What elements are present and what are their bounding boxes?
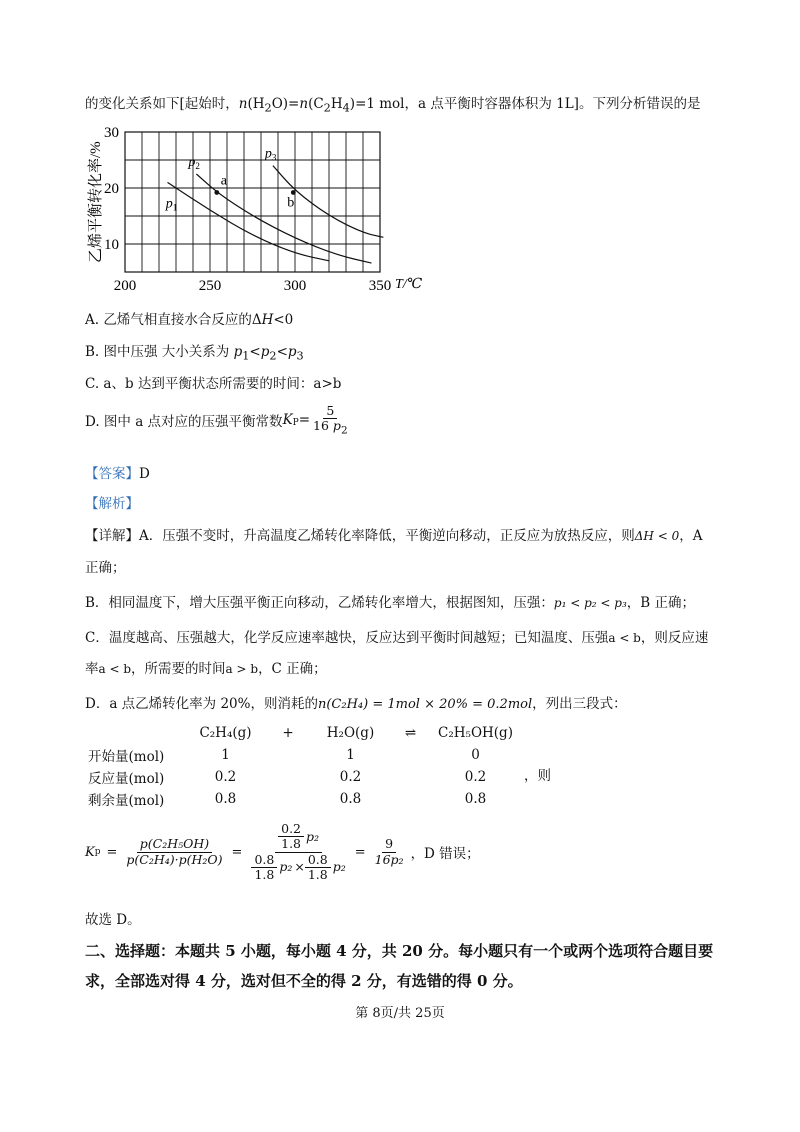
- chart-frame: [125, 132, 380, 272]
- series-p1-line: [168, 182, 330, 260]
- y-tick-label: 30: [104, 125, 119, 141]
- point-b: [291, 190, 296, 195]
- answer-label: 【答案】: [85, 466, 139, 482]
- option-d-fraction: [310, 404, 351, 437]
- ice-row-label: 剩余量(mol): [88, 793, 165, 809]
- n-symbol: n: [238, 96, 248, 112]
- x-tick-label: 200: [113, 278, 137, 294]
- kp-top-frac: [278, 822, 304, 852]
- ice-cell: 1: [221, 747, 230, 763]
- h2o-end: O)=: [271, 96, 300, 112]
- x-tick-label: 250: [198, 278, 222, 294]
- kp-eq2: =: [231, 844, 243, 860]
- section-line1: 二、选择题：本题共 5 小题，每小题 4 分，共 20 分。每小题只有一个或两个选项符合题目要: [85, 942, 714, 960]
- kp-equation: [85, 822, 480, 883]
- kp-k: K: [85, 844, 95, 860]
- kp-frac-result: [372, 837, 407, 867]
- option-b-lt1: <: [249, 344, 261, 360]
- ice-header-row: [88, 722, 523, 744]
- kp-ksub: p: [94, 847, 101, 858]
- answer-value: D: [139, 466, 150, 482]
- option-d-text: D. 图中 a 点对应的压强平衡常数: [85, 414, 283, 431]
- c2h4-sub1: 2: [323, 101, 331, 115]
- series-p3-label: $p_3$: [264, 146, 277, 163]
- detail-a-math: ΔH < 0: [634, 529, 680, 543]
- kp-top-p: p₂: [306, 828, 320, 844]
- detail-b-math: p₁ < p₂ < p₃: [553, 596, 627, 610]
- kp-frac2: [248, 822, 348, 883]
- option-b-sub2: 2: [269, 349, 277, 363]
- detail-d-end: ，列出三段式：: [532, 696, 627, 712]
- page-footer: 第 8页/共 25页: [355, 1006, 445, 1021]
- conversion-chart: [70, 118, 450, 298]
- c2h4-text: (C: [308, 96, 324, 112]
- chart-curves: [165, 147, 384, 263]
- option-a-var: H: [261, 312, 274, 328]
- ice-cell: 0: [471, 747, 480, 763]
- kp-botr-frac: [305, 853, 331, 883]
- intro-prefix: 的变化关系如下[起始时，: [85, 96, 239, 112]
- detail-b-line: [85, 591, 695, 611]
- detail-a-line1: [85, 524, 702, 544]
- intro-end: )=1 mol，a 点平衡时容器体积为 1L]。下列分析错误的是: [349, 96, 701, 112]
- option-b-text: B. 图中压强 大小关系为: [85, 344, 234, 360]
- ice-reactant1: C₂H₄(g): [199, 725, 252, 741]
- detail-c2-math2: a > b: [225, 662, 259, 676]
- y-tick-label: 10: [104, 237, 119, 253]
- kp-top-num: 0.2: [278, 822, 304, 837]
- option-d-den-sub: 2: [340, 424, 348, 437]
- kp-tail: ，D 错误；: [410, 846, 480, 863]
- point-b-label: b: [287, 195, 295, 211]
- ice-reactant2: H₂O(g): [326, 725, 375, 741]
- answer-line: [85, 462, 150, 482]
- option-b-p3: p: [287, 344, 297, 360]
- option-b: [85, 340, 304, 363]
- option-b-lt2: <: [276, 344, 288, 360]
- ice-product: C₂H₅OH(g): [438, 725, 513, 741]
- option-d-eq: =: [298, 412, 311, 429]
- option-d-num: 5: [323, 404, 337, 419]
- kp-frac2-top: [275, 822, 322, 853]
- option-d-den-num: 16: [313, 418, 329, 434]
- intro-line: [85, 92, 700, 115]
- chart-ticks: [104, 125, 391, 294]
- point-a: [214, 190, 219, 195]
- table-row: [88, 788, 523, 810]
- detail-d-text: D．a 点乙烯转化率为 20%，则消耗的: [85, 696, 318, 712]
- option-d-k: K: [282, 412, 293, 429]
- kp-times: ×: [294, 859, 305, 875]
- analysis-label: 【解析】: [85, 496, 139, 512]
- ice-cell: 0.2: [214, 769, 237, 785]
- kp-res-den: 16p₂: [374, 851, 404, 867]
- kp-botl-p: p₂: [279, 859, 293, 875]
- detail-c-line2: [85, 657, 327, 677]
- ice-cell: 0.8: [214, 791, 237, 807]
- kp-botl-frac: [251, 853, 277, 883]
- kp-botl-num: 0.8: [251, 853, 277, 868]
- ice-arrow: ⇌: [404, 725, 417, 741]
- detail-b-end: ，B 正确；: [626, 595, 695, 611]
- kp-botl-den: 1.8: [254, 867, 275, 883]
- detail-c-end: ，则反应速: [640, 630, 709, 646]
- kp-botr-num: 0.8: [305, 853, 331, 868]
- option-c: C. a、b 达到平衡状态所需要的时间：a>b: [85, 376, 342, 392]
- ice-cell: 0.2: [464, 769, 487, 785]
- x-tick-label: 300: [283, 278, 307, 294]
- section-line2: 求，全部选对得 4 分，选对但不全的得 2 分，有选错的得 0 分。: [85, 972, 523, 990]
- option-d: [85, 404, 351, 437]
- option-b-sub3: 3: [296, 349, 304, 363]
- detail-c2-text: 率: [85, 661, 99, 677]
- detail-b-text: B．相同温度下，增大压强平衡正向移动，乙烯转化率增大，根据图知，压强：: [85, 595, 554, 611]
- detail-c2-end: ，C 正确；: [258, 661, 327, 677]
- c2h4-sub2: 4: [342, 101, 350, 115]
- kp-eq1: =: [106, 844, 118, 860]
- table-row: [88, 766, 523, 788]
- ice-table: [88, 722, 523, 810]
- ice-plus: +: [282, 725, 294, 741]
- detail-c-text: C．温度越高、压强越大，化学反应速率越快，反应达到平衡时间越短；已知温度、压强: [85, 630, 609, 646]
- ice-cell: 0.8: [464, 791, 487, 807]
- detail-c-math: a < b: [608, 631, 641, 645]
- detail-d-line: [85, 692, 627, 712]
- kp-botr-den: 1.8: [307, 867, 328, 883]
- kp-frac2-bottom: [248, 853, 348, 883]
- detail-a-end: ，A: [679, 528, 703, 544]
- kp-res-num: 9: [382, 837, 396, 852]
- h2o-sub: 2: [264, 101, 272, 115]
- option-b-p1: p: [233, 344, 243, 360]
- ice-row-label: 开始量(mol): [88, 749, 165, 765]
- y-tick-label: 20: [104, 181, 119, 197]
- option-d-ksub: P: [292, 418, 299, 429]
- option-a-tail: <0: [273, 312, 294, 328]
- ice-cell: 0.2: [339, 769, 362, 785]
- kp-eq3: =: [354, 844, 366, 860]
- choose-line: 故选 D。: [85, 912, 141, 928]
- ice-tail: ，则: [524, 768, 551, 784]
- detail-d-math: n(C₂H₄) = 1mol × 20% = 0.2mol: [317, 697, 533, 712]
- kp-frac1: [123, 837, 225, 867]
- detail-c2-math1: a < b: [98, 662, 132, 676]
- table-row: [88, 744, 523, 766]
- detail-c-line1: [85, 626, 708, 646]
- point-a-label: a: [220, 173, 228, 189]
- ice-row-label: 反应量(mol): [88, 771, 165, 787]
- chart-xlabel: T/℃: [395, 277, 423, 292]
- x-tick-label: 350: [368, 278, 392, 294]
- ice-cell: 1: [346, 747, 355, 763]
- n-symbol-2: n: [299, 96, 309, 112]
- kp-den1: p(C₂H₄)·p(H₂O): [126, 851, 223, 867]
- option-d-den: [310, 419, 351, 436]
- series-p1-label: $p_1$: [165, 196, 178, 213]
- detail-a-text: 【详解】A．压强不变时，升高温度乙烯转化率降低，平衡逆向移动，正反应为放热反应，则: [85, 528, 635, 544]
- option-d-den-p: p: [332, 418, 341, 434]
- ice-cell: 0.8: [339, 791, 362, 807]
- c2h4-mid: H: [330, 96, 343, 112]
- chart-grid: [125, 132, 380, 272]
- chart-ylabel: 乙烯平衡转化率/%: [88, 141, 104, 263]
- detail-c2-mid: ，所需要的时间: [131, 661, 226, 677]
- series-p2-label: $p_2$: [188, 155, 200, 171]
- kp-botr-p: p₂: [332, 859, 346, 875]
- kp-top-den: 1.8: [281, 836, 302, 852]
- option-a-text: A. 乙烯气相直接水合反应的Δ: [85, 312, 262, 328]
- kp-num1: p(C₂H₅OH): [137, 837, 212, 852]
- option-b-sub1: 1: [242, 349, 250, 363]
- h2o-text: (H: [247, 96, 265, 112]
- option-a: [85, 308, 293, 328]
- option-b-p2: p: [260, 344, 270, 360]
- detail-a-line2: 正确；: [85, 560, 126, 576]
